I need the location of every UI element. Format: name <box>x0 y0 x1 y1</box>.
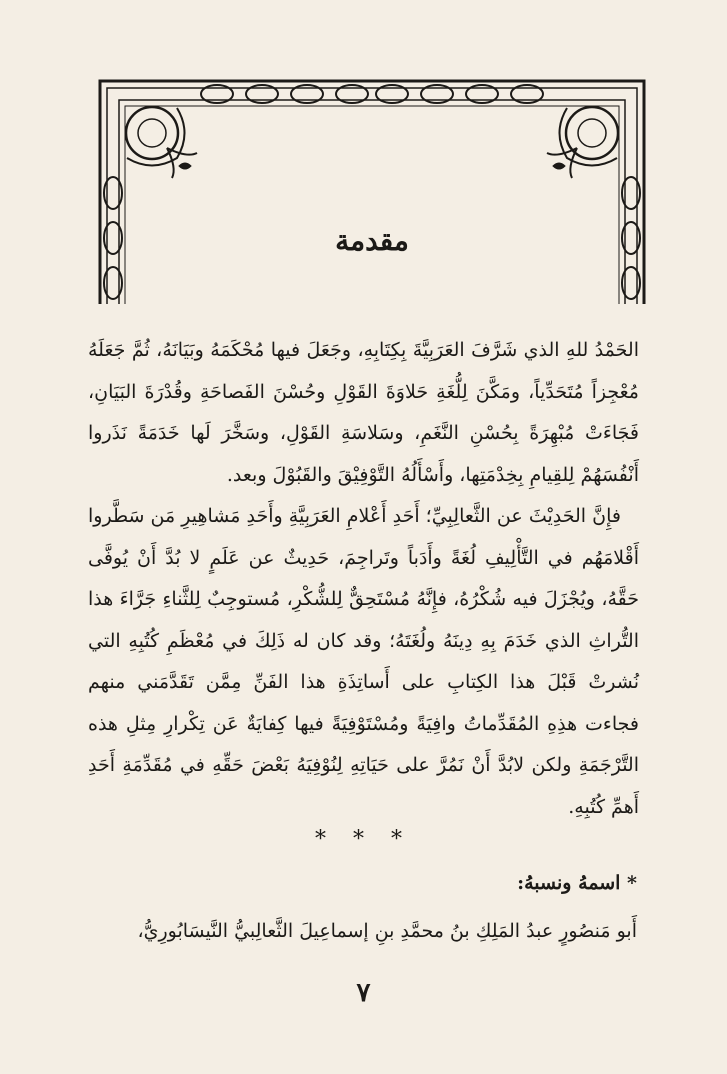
section-heading: * اسمهُ ونسبهُ: <box>517 872 637 894</box>
ornamental-frame <box>97 78 647 304</box>
page-number: ٧ <box>356 978 371 1008</box>
page-title: مقدمة <box>335 224 409 257</box>
section-text: أَبو مَنصُورٍ عبدُ المَلِكِ بنُ محمَّدِ بنِ إسماعِيلَ الثَّعالِبيُّ النَّيسَابُورِيُّ، <box>137 920 637 942</box>
paragraph: فإِنَّ الحَدِيْثَ عن الثَّعالِبِيِّ؛ أَحَدِ أَعْلامِ العَرَبِيَّةِ وأَحَدِ مَشاهِيرِ مَن سَطَّروا أَقْلامَهُم في التَّأْلِيفِ لُغَةً وأَدَباً وتَراجِمَ، حَدِيثٌ عن عَلَمٍ لا بُدَّ أَنْ يُوفَّى حَقَّهُ، ويُجْزَلَ فيه شُكْرُهُ، فإِنَّهُ مُسْتَحِقٌّ لِلشُّكْرِ، مُستوجِبٌ لِلثَّناءِ جَرَّاءَ هذا التُّراثِ الذي خَدَمَ بِهِ دِينَهُ ولُغَتَهُ؛ وقد كان له ذَلِكَ في مُعْظَمِ كُتُبِهِ التي نُشرتْ قَبْلَ هذا الكِتابِ على أَساتِذَةِ هذا الفَنِّ مِمَّن تَقَدَّمَني منهم فجاءت هذِهِ المُقَدِّماتُ وافِيَةً ومُسْتَوْفِيَةً فيها كِفايَةٌ عَن تِكْرارِ مِثلِ هذه التَّرْجَمَةِ ولكن لابُدَّ أَنْ نَمُرَّ على حَيَاتِهِ لِنُوْفِيَهُ بَعْضَ حَقِّهِ في مُقَدِّمَةِ أَحَدِ أَهمِّ كُتُبِهِ. <box>88 505 639 818</box>
main-text <box>88 330 639 828</box>
section-separator: * * * <box>315 827 412 852</box>
paragraph: الحَمْدُ للهِ الذي شَرَّفَ العَرَبِيَّةَ بِكِتَابِهِ، وجَعَلَ فيها مُحْكَمَهُ وبَيَانَهُ، ثُمَّ جَعَلَهُ مُعْجِزاً مُتَحَدِّياً، ومَكَّنَ لِلُّغَةِ حَلاوَةَ القَوْلِ وحُسْنَ الفَصاحَةِ وقُدْرَةَ البَيَانِ، فَجَاءَتْ مُبْهِرَةً بِحُسْنِ النَّغَمِ، وسَلاسَةِ القَوْلِ، وسَخَّرَ لَها خَدَمَةً نَذَروا أَنْفُسَهُمْ لِلقِيامِ بِخِدْمَتِها، وأَسْأَلُهُ التَّوْفِيْقَ والقَبُوْلَ وبعد. <box>88 339 639 486</box>
ornamental-frame-icon <box>97 78 647 304</box>
